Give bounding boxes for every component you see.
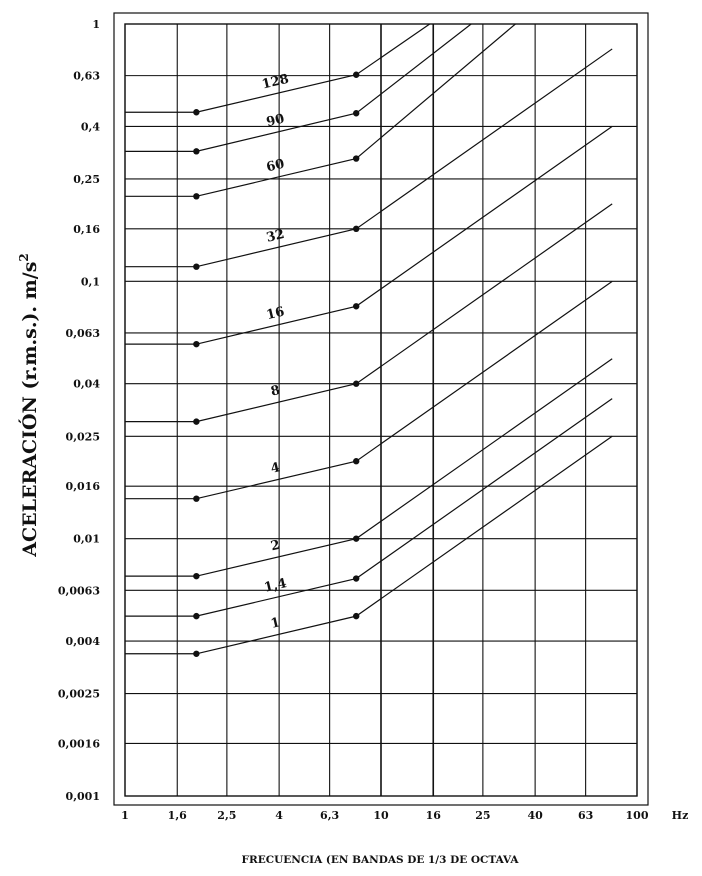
series-line bbox=[125, 24, 515, 196]
series-point bbox=[353, 155, 359, 161]
x-tick-label: 16 bbox=[425, 809, 441, 822]
series-label: 32 bbox=[264, 226, 287, 246]
y-tick-label: 0,25 bbox=[73, 172, 100, 186]
series-line bbox=[125, 204, 612, 422]
series-line bbox=[125, 359, 612, 576]
x-tick-label: 6,3 bbox=[320, 809, 340, 822]
x-tick-label: 25 bbox=[475, 809, 491, 822]
y-tick-label: 0,63 bbox=[73, 69, 100, 83]
series-label: 128 bbox=[260, 71, 291, 93]
series-point bbox=[193, 193, 199, 199]
series-point bbox=[353, 575, 359, 581]
series-point bbox=[353, 458, 359, 464]
series-point bbox=[193, 263, 199, 269]
y-tick-label: 0,004 bbox=[65, 635, 100, 649]
series-point bbox=[193, 148, 199, 154]
y-tick-label: 0,0025 bbox=[57, 687, 100, 701]
x-tick-label: 1,6 bbox=[167, 809, 187, 822]
y-axis-label-exponent: 2 bbox=[17, 253, 31, 262]
series-label: 1 bbox=[269, 615, 282, 632]
y-tick-label: 0,01 bbox=[73, 532, 100, 546]
x-tick-label: 1 bbox=[121, 809, 129, 822]
series-line bbox=[125, 24, 430, 112]
series-point bbox=[353, 535, 359, 541]
series-point bbox=[353, 110, 359, 116]
y-tick-label: 0,4 bbox=[80, 120, 100, 134]
x-tick-label: 4 bbox=[275, 809, 283, 822]
x-tick-label: 63 bbox=[577, 809, 594, 822]
series-label: 60 bbox=[264, 156, 287, 176]
x-tick-label: 10 bbox=[373, 809, 389, 822]
series-label: 1,4 bbox=[262, 576, 289, 596]
series-point bbox=[193, 495, 199, 501]
series-line bbox=[125, 126, 612, 344]
series-label: 2 bbox=[269, 537, 282, 555]
series-point bbox=[353, 72, 359, 78]
x-tick-label: 2,5 bbox=[217, 809, 237, 822]
series-line bbox=[125, 436, 612, 654]
x-tick-label: 40 bbox=[527, 809, 543, 822]
x-tick-label: 100 bbox=[625, 809, 649, 822]
x-axis-label: FRECUENCIA (EN BANDAS DE 1/3 DE OCTAVA bbox=[241, 854, 519, 866]
series-line bbox=[125, 281, 612, 498]
grid bbox=[125, 24, 637, 796]
y-tick-label: 0,025 bbox=[65, 430, 100, 444]
series-group bbox=[125, 24, 612, 657]
series-line bbox=[125, 399, 612, 616]
series-point bbox=[193, 109, 199, 115]
y-tick-label: 0,0063 bbox=[57, 584, 100, 598]
y-tick-label: 0,001 bbox=[65, 790, 100, 803]
series-label: 16 bbox=[264, 304, 287, 324]
series-point bbox=[193, 651, 199, 657]
y-tick-label: 0,16 bbox=[73, 222, 100, 236]
series-point bbox=[353, 303, 359, 309]
series-point bbox=[353, 381, 359, 387]
series-line bbox=[125, 49, 612, 267]
series-point bbox=[193, 573, 199, 579]
series-label: 8 bbox=[269, 382, 282, 400]
y-tick-label: 0,04 bbox=[73, 377, 100, 391]
series-point bbox=[193, 418, 199, 424]
series-point bbox=[193, 341, 199, 347]
y-tick-label: 1 bbox=[92, 18, 100, 31]
series-label: 90 bbox=[264, 111, 287, 131]
x-axis-unit: Hz bbox=[671, 809, 689, 822]
y-tick-label: 0,063 bbox=[65, 326, 100, 340]
y-axis-label-text: ACELERACIÓN (r.m.s.). m/s bbox=[19, 261, 41, 557]
series-point bbox=[193, 613, 199, 619]
tick-labels bbox=[58, 18, 649, 822]
y-axis-label bbox=[17, 253, 41, 557]
y-tick-label: 0,1 bbox=[80, 275, 100, 289]
y-tick-label: 0,016 bbox=[65, 480, 100, 494]
series-point bbox=[353, 226, 359, 232]
y-tick-label: 0,0016 bbox=[57, 737, 100, 751]
series-point bbox=[353, 613, 359, 619]
series-label: 4 bbox=[269, 460, 282, 477]
